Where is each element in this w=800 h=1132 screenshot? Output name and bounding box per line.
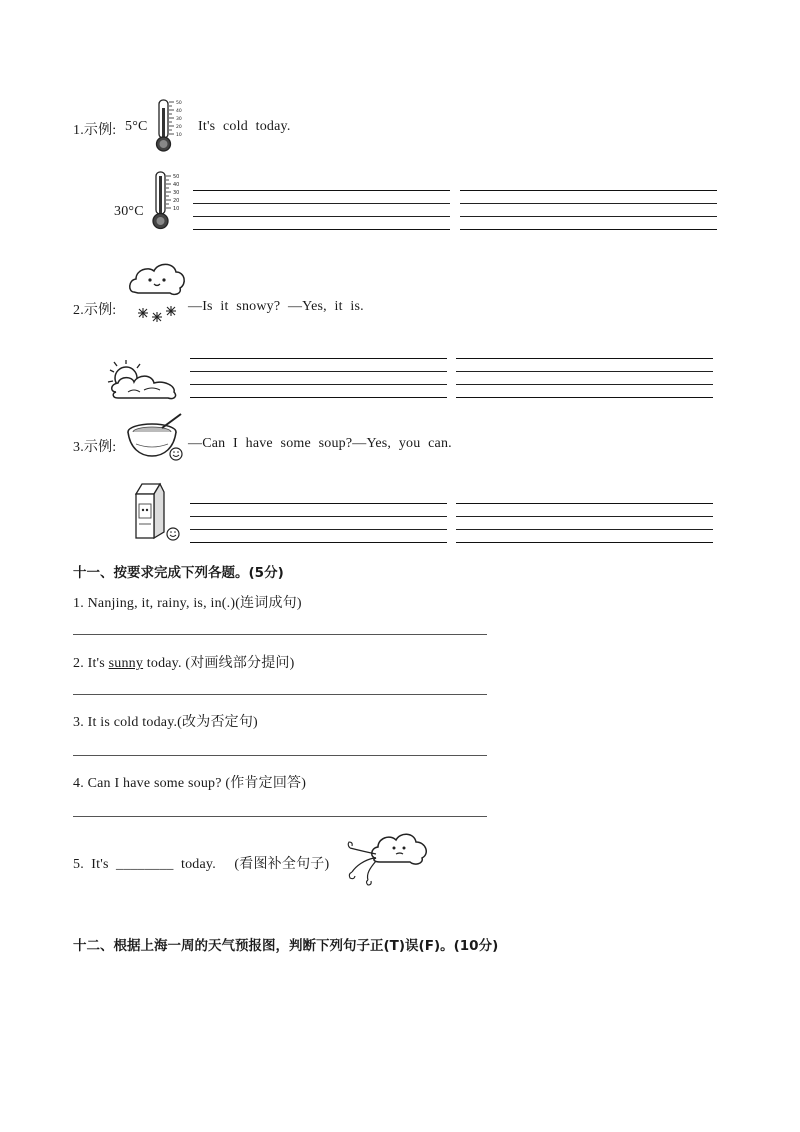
q3-example-dialog: —Can I have some soup?—Yes, you can.: [188, 436, 452, 451]
s11-answer-line-1[interactable]: [73, 634, 487, 635]
thermo-tick: 20: [176, 125, 182, 130]
s11-item-2: [73, 652, 295, 672]
s11-answer-line-4[interactable]: [73, 816, 487, 817]
thermometer-icon: [155, 98, 195, 154]
thermo-tick: 30: [176, 117, 182, 122]
q1-label: 1.示例:: [73, 123, 117, 138]
thermo-tick: 20: [173, 198, 180, 204]
snowy-cloud-icon: [128, 262, 188, 326]
thermo-tick: 40: [176, 109, 182, 114]
s11-answer-line-3[interactable]: [73, 755, 487, 756]
windy-cloud-icon: [346, 828, 436, 886]
s11-item-2-prefix: 2. It's: [73, 656, 109, 671]
thermometer-icon: [152, 170, 192, 232]
s11-item-1: 1. Nanjing, it, rainy, is, in(.)(连词成句): [73, 596, 302, 611]
s11-item-2-underlined: sunny: [108, 656, 144, 671]
q1-example-sentence: It's cold today.: [198, 119, 291, 134]
s11-item-4: 4. Can I have some soup? (作肯定回答): [73, 776, 307, 791]
thermo-tick: 50: [173, 174, 180, 180]
thermo-tick: 40: [173, 182, 180, 188]
q1-task-temp: 30°C: [114, 204, 144, 219]
cloudy-sun-icon: [104, 358, 184, 402]
section-12-heading: 十二、根据上海一周的天气预报图，判断下列句子正(T)误(F)。(10分): [73, 938, 499, 954]
milk-carton-icon: [130, 480, 184, 544]
thermo-tick: 10: [176, 133, 182, 138]
q2-label: 2.示例:: [73, 303, 117, 318]
q1-example-temp: 5°C: [125, 119, 148, 134]
s11-item-2-suffix: today. (对画线部分提问): [143, 656, 295, 671]
s11-item-3: 3. It is cold today.(改为否定句): [73, 715, 258, 730]
soup-bowl-icon: [126, 412, 188, 464]
thermo-tick: 30: [173, 190, 180, 196]
thermo-tick: 10: [173, 206, 180, 212]
s11-answer-line-2[interactable]: [73, 694, 487, 695]
thermo-tick: 50: [176, 101, 182, 106]
s11-item-5[interactable]: 5. It's ________ today. (看图补全句子): [73, 857, 330, 872]
q3-label: 3.示例:: [73, 440, 117, 455]
section-11-heading: 十一、按要求完成下列各题。(5分): [73, 565, 284, 581]
q2-example-dialog: —Is it snowy? —Yes, it is.: [188, 299, 364, 314]
